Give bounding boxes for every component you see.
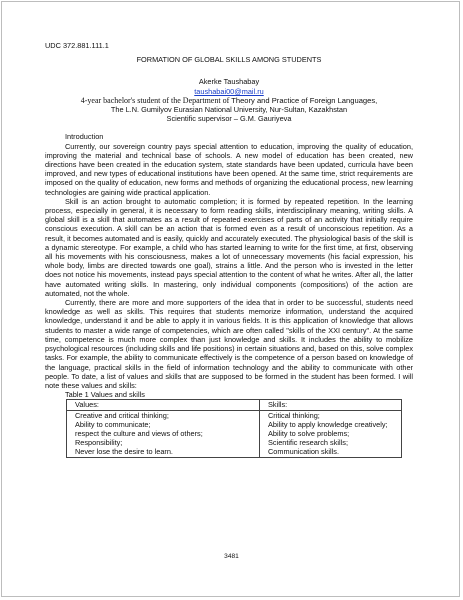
body-paragraph: Currently, our sovereign country pays special attention to education, improving the quality of education, improving the material and technical base of schools. A new model of education has been created, new directions have been created in the education system, state standards have been updated, curricula have been improved, and new types of educational institutions have been opened. At the same time, strict requirements are imposed on the quality of education, new forms and methods of organizing the educational process, new learning technologies are gaining wide practical application. (45, 141, 413, 197)
affiliation-university: The L.N. Gumilyov Eurasian National University, Nur-Sultan, Kazakhstan (110, 105, 348, 115)
skill-item: Ability to solve problems; (268, 428, 350, 438)
section-heading-introduction: Introduction (65, 132, 104, 142)
value-item: Responsibility; (75, 438, 123, 448)
value-item: Creative and critical thinking; (75, 410, 169, 420)
values-cell (67, 410, 260, 457)
scientific-supervisor: Scientific supervisor – G.M. Gauriyeva (166, 114, 292, 124)
skills-cell (260, 410, 402, 457)
author-affiliation (45, 96, 413, 105)
page-number: 3481 (224, 553, 239, 560)
author-email-link[interactable]: taushabai00@mail.ru (194, 86, 264, 96)
skill-item: Ability to apply knowledge creatively; (268, 419, 388, 429)
document-page (45, 41, 413, 458)
skill-item: Scientific research skills; (268, 438, 348, 448)
table-caption: Table 1 Values and skills (65, 390, 145, 400)
affiliation-prefix: 4-year bachelor's student of the Department of (80, 95, 230, 105)
body-paragraph: Currently, there are more and more supporters of the idea that in order to be successful, students need knowledge as well as skills. This requires that students memorize information, understand the acquired knowledge, understand it and be able to apply it in various fields. It is this application of knowledge that allows students to master a wide range of competencies, which are often called "skills of the XXI century". At the same time, competence is much more complex than just knowledge and skills. It includes the ability to mobilize psychological resources (including skills and life positions) in certain situations and, based on this, solve complex tasks. For example, the ability to communicate effectively is the competence of a person based on knowledge of the language, practical skills in the field of information technology and the ability to communicate with other people. To date, a list of values and skills that are supposed to be formed in the student has been formed. I will note these values and skills: (45, 298, 413, 390)
udc-code: UDC 372.881.111.1 (45, 41, 109, 50)
skill-item: Communication skills. (268, 447, 340, 457)
table-header-values: Values: (67, 400, 260, 410)
value-item: Ability to communicate; (75, 419, 151, 429)
table-row (67, 410, 402, 457)
skill-item: Critical thinking; (268, 410, 320, 420)
table-header-skills: Skills: (260, 400, 402, 410)
values-skills-table (66, 399, 402, 457)
table-header-row (67, 400, 402, 410)
affiliation-department: Theory and Practice of Foreign Languages, (229, 95, 378, 105)
value-item: Never lose the desire to learn. (75, 447, 173, 457)
value-item: respect the culture and views of others; (75, 428, 203, 438)
paper-title: FORMATION OF GLOBAL SKILLS AMONG STUDENTS (136, 55, 322, 65)
body-paragraph: Skill is an action brought to automatic completion; it is formed by repeated repetition. In the learning process, especially in general, it is necessary to form reading skills, interdisciplinary meaning, writing skills. A global skill is a skill that automates as a result of repeated exercises of parts of an activity that initially require conscious execution. A skill can be an action that is formed even as a result of unconscious repetition. As a result, it becomes automated and is easily, quickly and accurately executed. The physiological basis of the skill is a dynamic stereotype. For example, a child who has started learning to write for the first time, at first, observing all his movements with his consciousness, makes a lot of unnecessary movements (his facial expression, his whole body, limbs are directed towards one goal), strains a little. And the person who is invested in the letter does not notice his movements, instead pays special attention to the content of what he writes. After all, the latter have automated writing skills. In mastering, only individual components (compositions) of the action are automated, not the whole. (45, 196, 413, 298)
author-name: Akerke Taushabay (198, 77, 260, 87)
